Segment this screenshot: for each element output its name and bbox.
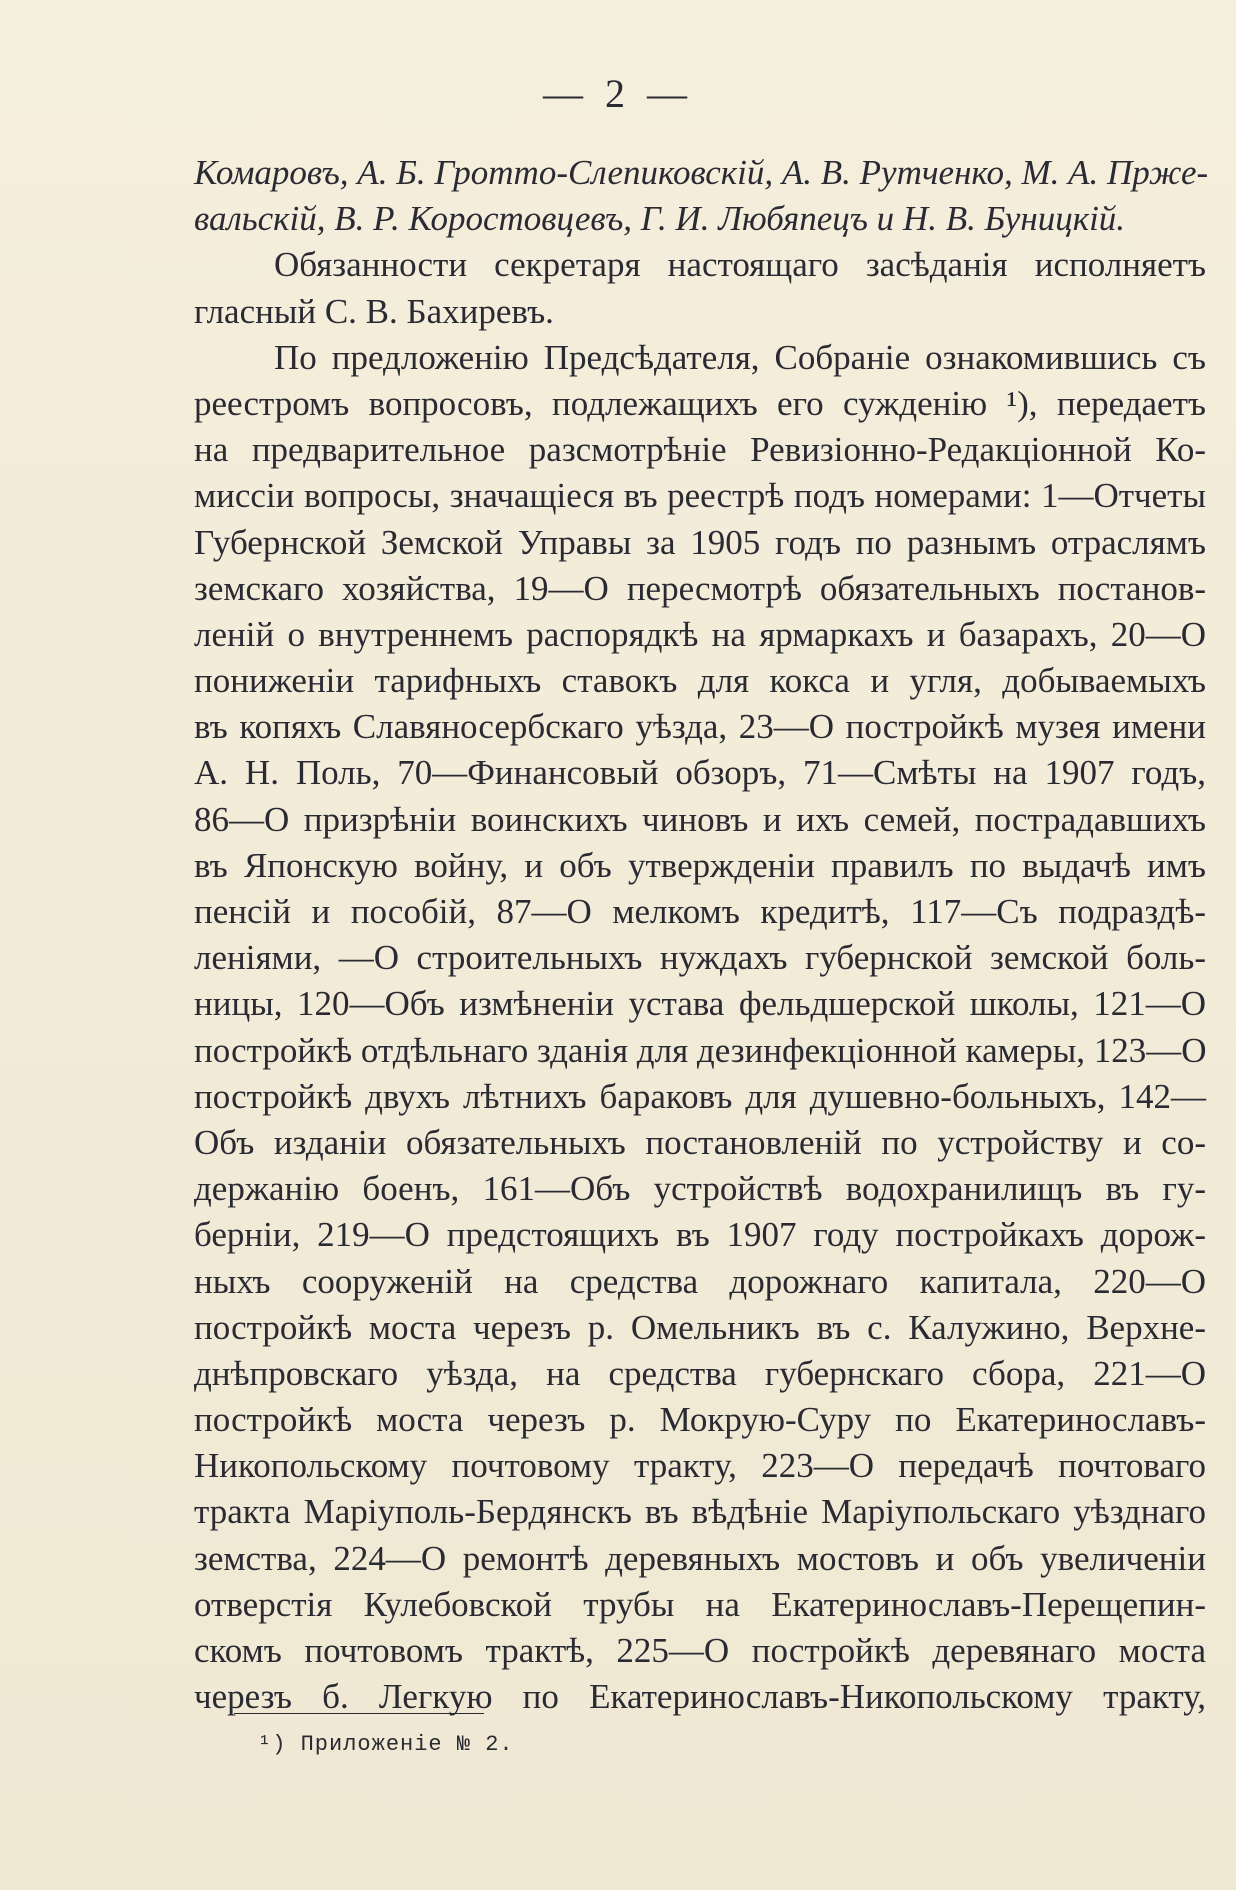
text-line: тракта Маріуполь-Бердянскъ въ вѣдѣніе Маріупольскаго уѣзднаго	[194, 1492, 1206, 1532]
footnote-divider	[234, 1713, 484, 1714]
text-line: Объ изданіи обязательныхъ постановленій по устройству и со-	[194, 1122, 1206, 1162]
text-line: постройкѣ моста черезъ р. Омельникъ въ с. Калужино, Верхне-	[194, 1307, 1206, 1347]
text-line: миссіи вопросы, значащіеся въ реестрѣ подъ номерами: 1—Отчеты	[194, 476, 1206, 516]
text-line: берніи, 219—О предстоящихъ въ 1907 году постройкахъ дорож-	[194, 1215, 1206, 1255]
text-line: вальскій, В. Р. Коростовцевъ, Г. И. Любяпецъ и Н. В. Буницкій.	[194, 199, 1126, 239]
text-line: пониженіи тарифныхъ ставокъ для кокса и угля, добываемыхъ	[194, 661, 1206, 701]
text-line: отверстія Кулебовской трубы на Екатеринославъ-Перещепин-	[194, 1584, 1206, 1624]
text-line: ницы, 120—Объ измѣненіи устава фельдшерской школы, 121—О	[194, 984, 1206, 1024]
text-line: въ копяхъ Славяносербскаго уѣзда, 23—О постройкѣ музея имени	[194, 707, 1206, 747]
text-line: 86—О призрѣніи воинскихъ чиновъ и ихъ семей, пострадавшихъ	[194, 799, 1206, 839]
text-line: постройкѣ моста черезъ р. Мокрую-Суру по Екатеринославъ-	[194, 1400, 1206, 1440]
text-line: постройкѣ отдѣльнаго зданія для дезинфекціонной камеры, 123—О	[194, 1030, 1207, 1070]
text-line: Комаровъ, А. Б. Гротто-Слепиковскій, А. В. Рутченко, М. А. Прже-	[194, 153, 1209, 192]
text-line: въ Японскую войну, и объ утвержденіи правилъ по выдачѣ имъ	[194, 845, 1206, 885]
text-line: Губернской Земской Управы за 1905 годъ по разнымъ отраслямъ	[194, 522, 1206, 562]
text-line: Обязанности секретаря настоящаго засѣданія исполняетъ	[274, 245, 1206, 285]
text-line: леніями, —О строительныхъ нуждахъ губернской земской боль-	[194, 938, 1206, 978]
text-line: черезъ б. Легкую по Екатеринославъ-Никопольскому тракту,	[194, 1677, 1206, 1717]
text-line: реестромъ вопросовъ, подлежащихъ его сужденію ¹), передаетъ	[194, 383, 1206, 423]
text-line: держанію боенъ, 161—Объ устройствѣ водохранилищъ въ гу-	[194, 1169, 1206, 1209]
text-line: земства, 224—О ремонтѣ деревяныхъ мостовъ и объ увеличеніи	[194, 1538, 1206, 1578]
text-line: пенсій и пособій, 87—О мелкомъ кредитѣ, 117—Съ подраздѣ-	[194, 892, 1206, 931]
text-line: постройкѣ двухъ лѣтнихъ бараковъ для душевно-больныхъ, 142—	[194, 1076, 1206, 1116]
footnote: ¹) Приложеніе № 2.	[258, 1732, 514, 1757]
text-line: Никопольскому почтовому тракту, 223—О передачѣ почтоваго	[194, 1446, 1206, 1486]
text-line: ныхъ сооруженій на средства дорожнаго капитала, 220—О	[194, 1261, 1206, 1301]
text-line: По предложенію Предсѣдателя, Собраніе ознакомившись съ	[274, 337, 1206, 377]
text-line: гласный С. В. Бахиревъ.	[194, 291, 554, 331]
text-line: на предварительное разсмотрѣніе Ревизіонно-Редакціонной Ко-	[194, 430, 1206, 470]
text-line: скомъ почтовомъ трактѣ, 225—О постройкѣ деревянаго моста	[194, 1631, 1206, 1670]
text-line: леній о внутреннемъ распорядкѣ на ярмаркахъ и базарахъ, 20—О	[194, 614, 1206, 654]
text-line: А. Н. Поль, 70—Финансовый обзоръ, 71—Смѣты на 1907 годъ,	[194, 753, 1206, 793]
body-text	[194, 150, 1209, 1720]
text-line: земскаго хозяйства, 19—О пересмотрѣ обязательныхъ постанов-	[194, 568, 1206, 608]
page-number: — 2 —	[543, 71, 693, 116]
text-line: днѣпровскаго уѣзда, на средства губернскаго сбора, 221—О	[194, 1353, 1206, 1393]
